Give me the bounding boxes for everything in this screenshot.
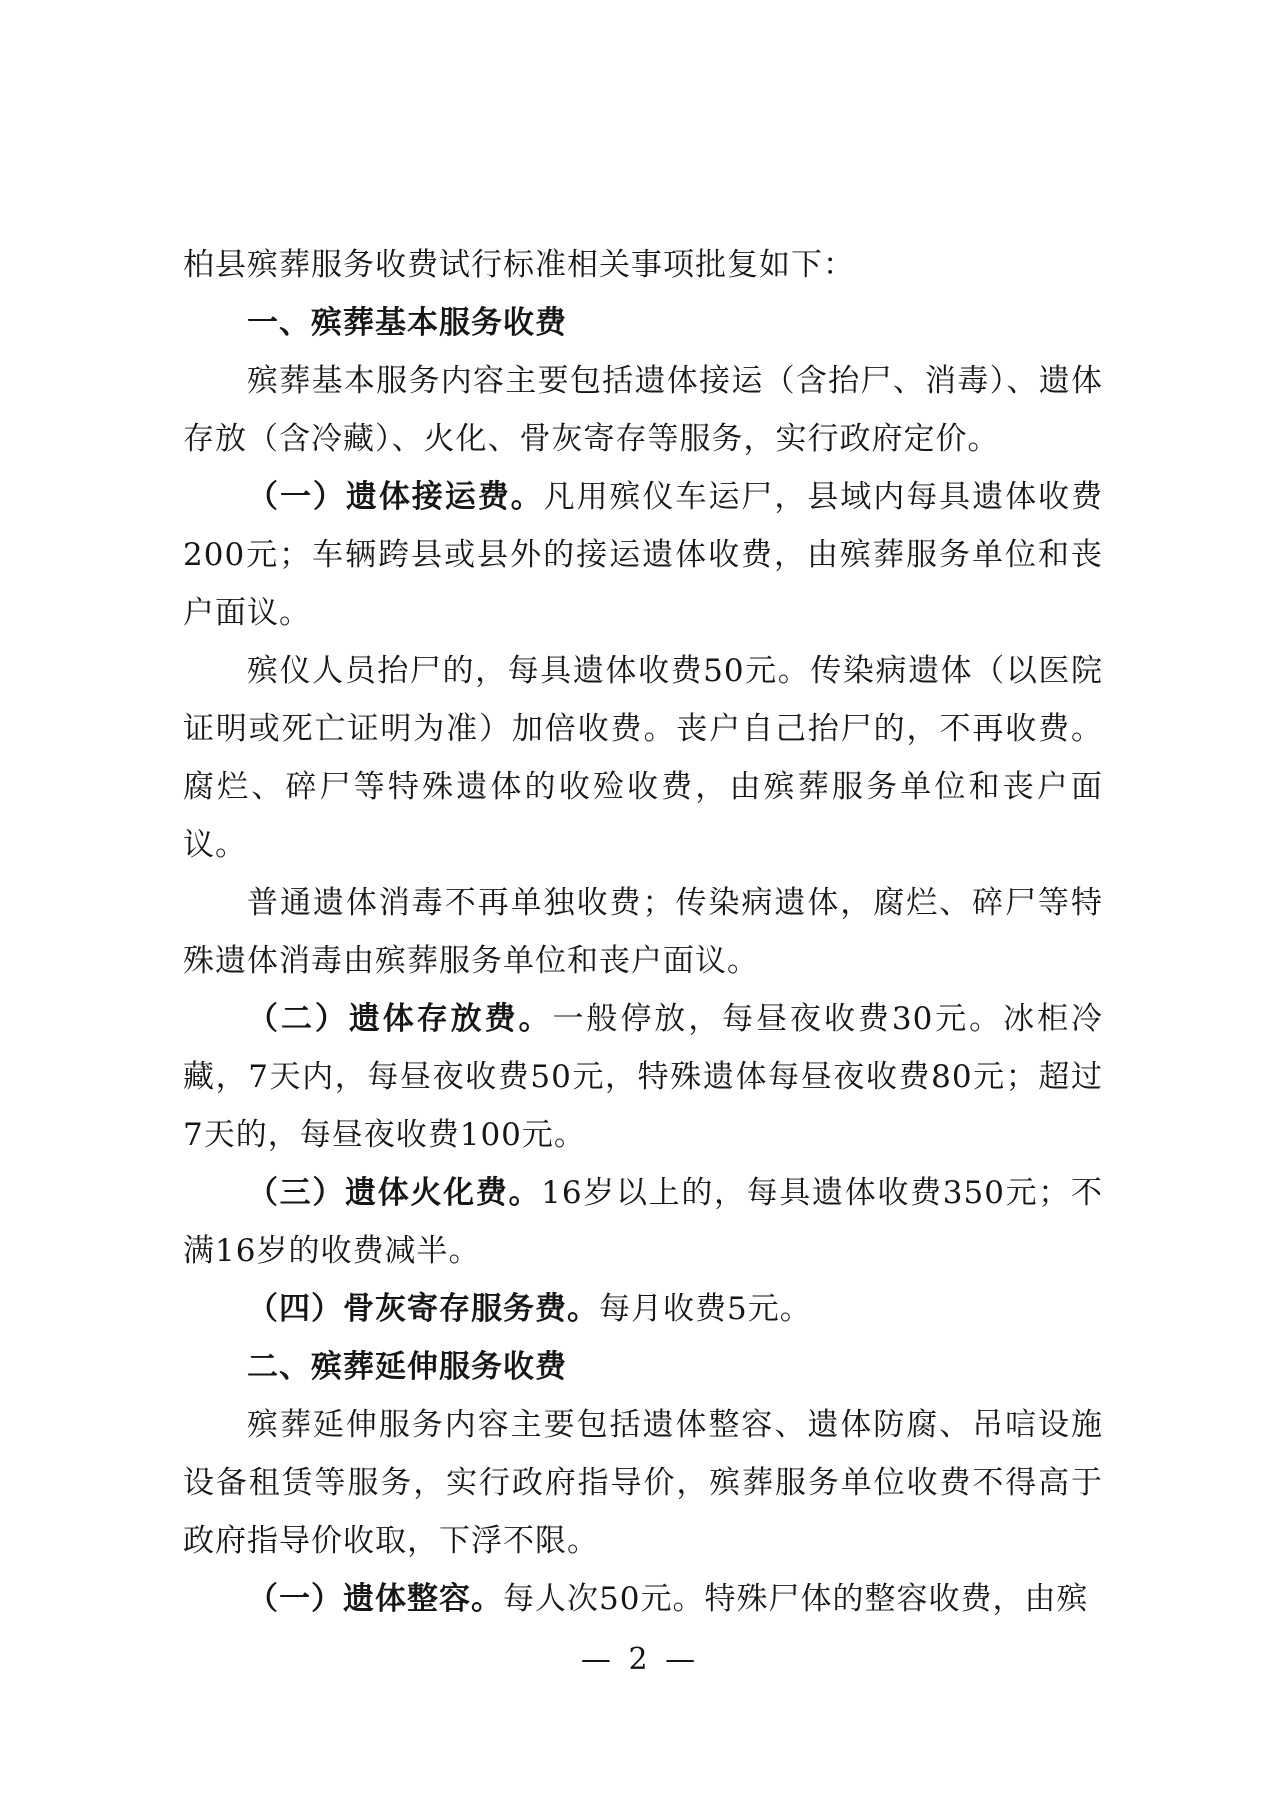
section2-paragraph: 殡葬延伸服务内容主要包括遗体整容、遗体防腐、吊唁设施设备租赁等服务，实行政府指导价，殡葬服务单位收费不得高于政府指导价收取，下浮不限。	[183, 1407, 1103, 1559]
item-title: （二）遗体存放费。	[247, 1001, 553, 1037]
item-text: 一般停放，每昼夜收费30元。冰柜冷藏，7天内，每昼夜收费50元，特殊遗体每昼夜收费80元；超过7天的，每昼夜收费100元。	[183, 1001, 1104, 1153]
item-title: （一）遗体接运费。	[247, 479, 544, 515]
item-text: 凡用殡仪车运尸，县域内每具遗体收费200元；车辆跨县或县外的接运遗体收费，由殡葬服务单位和丧户面议。	[183, 479, 1103, 631]
item-storage-fee	[183, 990, 1103, 1164]
item-cremation-fee	[183, 1164, 1103, 1280]
item-transport-fee	[183, 468, 1103, 642]
item-text: 16岁以上的，每具遗体收费350元；不满16岁的收费减半。	[183, 1175, 1103, 1269]
item-ash-storage-fee	[183, 1280, 1103, 1338]
item-restoration-fee	[183, 1570, 1103, 1628]
item-title: （三）遗体火化费。	[247, 1175, 542, 1211]
carrying-fee-paragraph: 殡仪人员抬尸的，每具遗体收费50元。传染病遗体（以医院证明或死亡证明为准）加倍收费。丧户自己抬尸的，不再收费。腐烂、碎尸等特殊遗体的收殓收费，由殡葬服务单位和丧户面议。	[183, 653, 1103, 863]
section1-paragraph: 殡葬基本服务内容主要包括遗体接运（含抬尸、消毒）、遗体存放（含冷藏）、火化、骨灰寄存等服务，实行政府定价。	[183, 363, 1103, 457]
section1-heading: 一、殡葬基本服务收费	[247, 305, 567, 341]
intro-paragraph: 柏县殡葬服务收费试行标准相关事项批复如下：	[183, 247, 855, 283]
page-number: — 2 —	[580, 1642, 700, 1677]
disinfection-paragraph: 普通遗体消毒不再单独收费；传染病遗体，腐烂、碎尸等特殊遗体消毒由殡葬服务单位和丧户面议。	[183, 885, 1103, 979]
item-text: 每月收费5元。	[599, 1291, 812, 1327]
section2-heading: 二、殡葬延伸服务收费	[247, 1349, 567, 1385]
document-body	[183, 236, 1103, 1628]
item-title: （四）骨灰寄存服务费。	[247, 1291, 599, 1327]
item-title: （一）遗体整容。	[247, 1581, 503, 1617]
item-text: 每人次50元。特殊尸体的整容收费，由殡	[503, 1581, 1089, 1617]
